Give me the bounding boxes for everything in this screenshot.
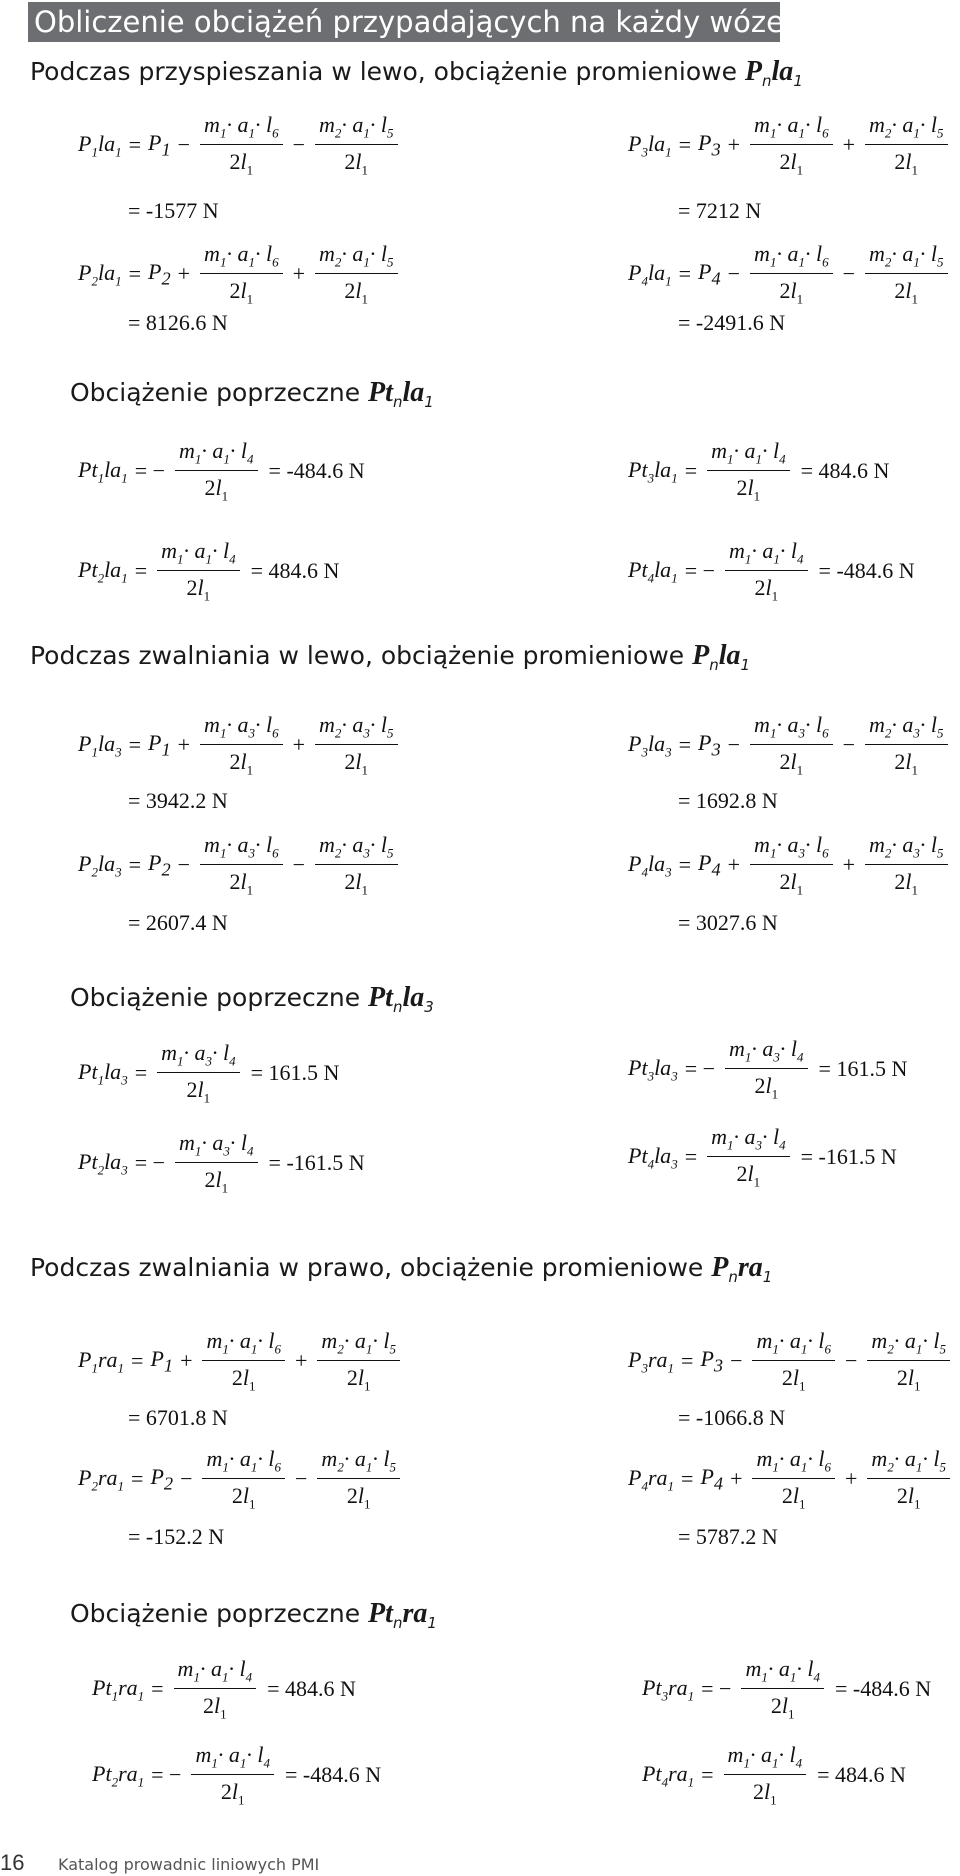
heading-symbol-2: la bbox=[771, 56, 794, 87]
equation-p3la3: $P_3la_3$ = $P_3$ − $\frac{m_1\cdot a_3\cdot l_6}{2l_1}$ − $\frac{m_2\cdot a_3\cdot l_5}{2l_1}$ bbox=[628, 712, 951, 779]
result-p3la1: = 7212 N bbox=[678, 198, 762, 223]
result-p2la1: = 8126.6 N bbox=[128, 310, 228, 335]
section-heading-transverse-la3 bbox=[70, 982, 434, 1016]
page-title: Obliczenie obciążeń przypadających na każdy wózek bbox=[28, 2, 780, 42]
result-p3la3: = 1692.8 N bbox=[678, 788, 778, 813]
result-pt1la1: = -484.6 N bbox=[268, 458, 365, 484]
result-pt3la1: = 484.6 N bbox=[800, 458, 890, 484]
heading-symbol: P bbox=[692, 640, 710, 671]
result-p1ra1: = 6701.8 N bbox=[128, 1405, 228, 1430]
result-pt4la3: = -161.5 N bbox=[800, 1144, 897, 1170]
result-p2la3: = 2607.4 N bbox=[128, 910, 228, 935]
equation-p2la3: $P_2la_3$ = $P_2$ − $\frac{m_1\cdot a_3\cdot l_6}{2l_1}$ − $\frac{m_2\cdot a_3\cdot l_5}{2l_1}$ bbox=[78, 832, 401, 899]
section-heading-decel-right bbox=[30, 1252, 772, 1286]
heading-symbol-2: la bbox=[718, 640, 741, 671]
equation-pt3la3: $Pt_3la_3$ = − $\frac{m_1\cdot a_3\cdot l_4}{2l_1}$ = 161.5 N bbox=[628, 1036, 908, 1102]
heading-text: Obciążenie poprzeczne bbox=[70, 1599, 369, 1628]
result-pt3ra1: = -484.6 N bbox=[834, 1676, 932, 1702]
equation-pt4la1: $Pt_4la_1$ = − $\frac{m_1\cdot a_1\cdot l_4}{2l_1}$ = -484.6 N bbox=[628, 538, 915, 604]
equation-pt4ra1: $Pt_4ra_1$ = $\frac{m_1\cdot a_1\cdot l_4}{2l_1}$ = 484.6 N bbox=[642, 1742, 906, 1808]
result-p3ra1: = -1066.8 N bbox=[678, 1405, 786, 1430]
equation-p4la3: $P_4la_3$ = $P_4$ + $\frac{m_1\cdot a_3\cdot l_6}{2l_1}$ + $\frac{m_2\cdot a_3\cdot l_5}{2l_1}$ bbox=[628, 832, 951, 899]
heading-symbol-2: ra bbox=[402, 1598, 428, 1629]
heading-symbol: Pt bbox=[368, 377, 393, 408]
heading-subscript-2: 1 bbox=[740, 656, 751, 674]
equation-pt1la3: $Pt_1la_3$ = $\frac{m_1\cdot a_3\cdot l_4}{2l_1}$ = 161.5 N bbox=[78, 1040, 340, 1106]
heading-text: Obciążenie poprzeczne bbox=[70, 983, 369, 1012]
heading-text: Podczas zwalniania w lewo, obciążenie promieniowe bbox=[30, 641, 693, 670]
heading-subscript-2: 1 bbox=[427, 1614, 437, 1632]
result-p4la3: = 3027.6 N bbox=[678, 910, 778, 935]
heading-symbol: P bbox=[744, 56, 763, 87]
heading-subscript: n bbox=[392, 1614, 403, 1632]
heading-subscript-2: 3 bbox=[424, 998, 434, 1016]
equation-pt1la1: $Pt_1la_1$ = − $\frac{m_1\cdot a_1\cdot l_4}{2l_1}$ = -484.6 N bbox=[78, 438, 365, 504]
heading-symbol: P bbox=[711, 1252, 729, 1283]
equation-pt2la1: $Pt_2la_1$ = $\frac{m_1\cdot a_1\cdot l_4}{2l_1}$ = 484.6 N bbox=[78, 538, 340, 604]
equation-p3ra1: $P_3ra_1$ = $P_3$ − $\frac{m_1\cdot a_1\cdot l_6}{2l_1}$ − $\frac{m_2\cdot a_1\cdot l_5}{2l_1}$ bbox=[628, 1328, 953, 1395]
result-pt3la3: = 161.5 N bbox=[818, 1056, 908, 1082]
result-pt2la1: = 484.6 N bbox=[250, 558, 340, 584]
equation-p2la1: $P_2la_1$ = $P_2$ + $\frac{m_1\cdot a_1\cdot l_6}{2l_1}$ + $\frac{m_2\cdot a_1\cdot l_5}{2l_1}$ bbox=[78, 241, 401, 308]
heading-text: Obciążenie poprzeczne bbox=[70, 378, 369, 407]
heading-text: Podczas zwalniania w prawo, obciążenie promieniowe bbox=[30, 1253, 712, 1282]
equation-p1ra1: $P_1ra_1$ = $P_1$ + $\frac{m_1\cdot a_1\cdot l_6}{2l_1}$ + $\frac{m_2\cdot a_1\cdot l_5}{2l_1}$ bbox=[78, 1328, 403, 1395]
footer-catalog-title: Katalog prowadnic liniowych PMI bbox=[58, 1855, 320, 1874]
section-heading-decel-left bbox=[30, 640, 750, 674]
equation-pt2ra1: $Pt_2ra_1$ = − $\frac{m_1\cdot a_1\cdot l_4}{2l_1}$ = -484.6 N bbox=[92, 1742, 382, 1808]
heading-subscript-2: 1 bbox=[762, 1268, 773, 1286]
equation-pt4la3: $Pt_4la_3$ = $\frac{m_1\cdot a_3\cdot l_4}{2l_1}$ = -161.5 N bbox=[628, 1124, 897, 1190]
page-number: 16 bbox=[0, 1850, 25, 1875]
equation-p4la1: $P_4la_1$ = $P_4$ − $\frac{m_1\cdot a_1\cdot l_6}{2l_1}$ − $\frac{m_2\cdot a_1\cdot l_5}{2l_1}$ bbox=[628, 241, 951, 308]
heading-symbol: Pt bbox=[368, 982, 393, 1013]
result-p4la1: = -2491.6 N bbox=[678, 310, 786, 335]
equation-pt2la3: $Pt_2la_3$ = − $\frac{m_1\cdot a_3\cdot l_4}{2l_1}$ = -161.5 N bbox=[78, 1130, 365, 1196]
equation-p1la3: $P_1la_3$ = $P_1$ + $\frac{m_1\cdot a_3\cdot l_6}{2l_1}$ + $\frac{m_2\cdot a_3\cdot l_5}{2l_1}$ bbox=[78, 712, 401, 779]
result-pt4la1: = -484.6 N bbox=[818, 558, 915, 584]
result-p1la3: = 3942.2 N bbox=[128, 788, 228, 813]
heading-text: Podczas przyspieszania w lewo, obciążenie promieniowe bbox=[30, 57, 745, 86]
heading-subscript-2: 1 bbox=[793, 72, 803, 90]
heading-subscript-2: 1 bbox=[424, 393, 434, 411]
heading-subscript: n bbox=[392, 998, 403, 1016]
section-heading-accel-left bbox=[30, 56, 803, 90]
equation-pt3ra1: $Pt_3ra_1$ = − $\frac{m_1\cdot a_1\cdot l_4}{2l_1}$ = -484.6 N bbox=[642, 1656, 932, 1722]
equation-p1la1: $P_1la_1$ = $P_1$ − $\frac{m_1\cdot a_1\cdot l_6}{2l_1}$ − $\frac{m_2\cdot a_1\cdot l_5}{2l_1}$ bbox=[78, 112, 401, 179]
heading-symbol-2: la bbox=[402, 377, 425, 408]
result-p1la1: = -1577 N bbox=[128, 198, 219, 223]
result-pt1la3: = 161.5 N bbox=[250, 1060, 340, 1086]
heading-subscript: n bbox=[392, 393, 403, 411]
result-pt2ra1: = -484.6 N bbox=[284, 1762, 382, 1788]
heading-symbol-2: la bbox=[402, 982, 425, 1013]
result-pt4ra1: = 484.6 N bbox=[817, 1762, 906, 1788]
equation-pt1ra1: $Pt_1ra_1$ = $\frac{m_1\cdot a_1\cdot l_4}{2l_1}$ = 484.6 N bbox=[92, 1656, 356, 1722]
result-pt1ra1: = 484.6 N bbox=[267, 1676, 356, 1702]
equation-p4ra1: $P_4ra_1$ = $P_4$ + $\frac{m_1\cdot a_1\cdot l_6}{2l_1}$ + $\frac{m_2\cdot a_1\cdot l_5}{2l_1}$ bbox=[628, 1446, 953, 1513]
heading-symbol: Pt bbox=[368, 1598, 393, 1629]
equation-pt3la1: $Pt_3la_1$ = $\frac{m_1\cdot a_1\cdot l_4}{2l_1}$ = 484.6 N bbox=[628, 438, 890, 504]
heading-subscript: n bbox=[762, 72, 772, 90]
equation-p3la1: $P_3la_1$ = $P_3$ + $\frac{m_1\cdot a_1\cdot l_6}{2l_1}$ + $\frac{m_2\cdot a_1\cdot l_5}{2l_1}$ bbox=[628, 112, 951, 179]
heading-subscript: n bbox=[709, 656, 719, 674]
heading-subscript: n bbox=[728, 1268, 738, 1286]
equation-p2ra1: $P_2ra_1$ = $P_2$ − $\frac{m_1\cdot a_1\cdot l_6}{2l_1}$ − $\frac{m_2\cdot a_1\cdot l_5}{2l_1}$ bbox=[78, 1446, 403, 1513]
section-heading-transverse-la1 bbox=[70, 377, 434, 411]
section-heading-transverse-ra1 bbox=[70, 1598, 437, 1632]
heading-symbol-2: ra bbox=[737, 1252, 763, 1283]
result-p4ra1: = 5787.2 N bbox=[678, 1524, 778, 1549]
result-pt2la3: = -161.5 N bbox=[268, 1150, 365, 1176]
result-p2ra1: = -152.2 N bbox=[128, 1524, 225, 1549]
